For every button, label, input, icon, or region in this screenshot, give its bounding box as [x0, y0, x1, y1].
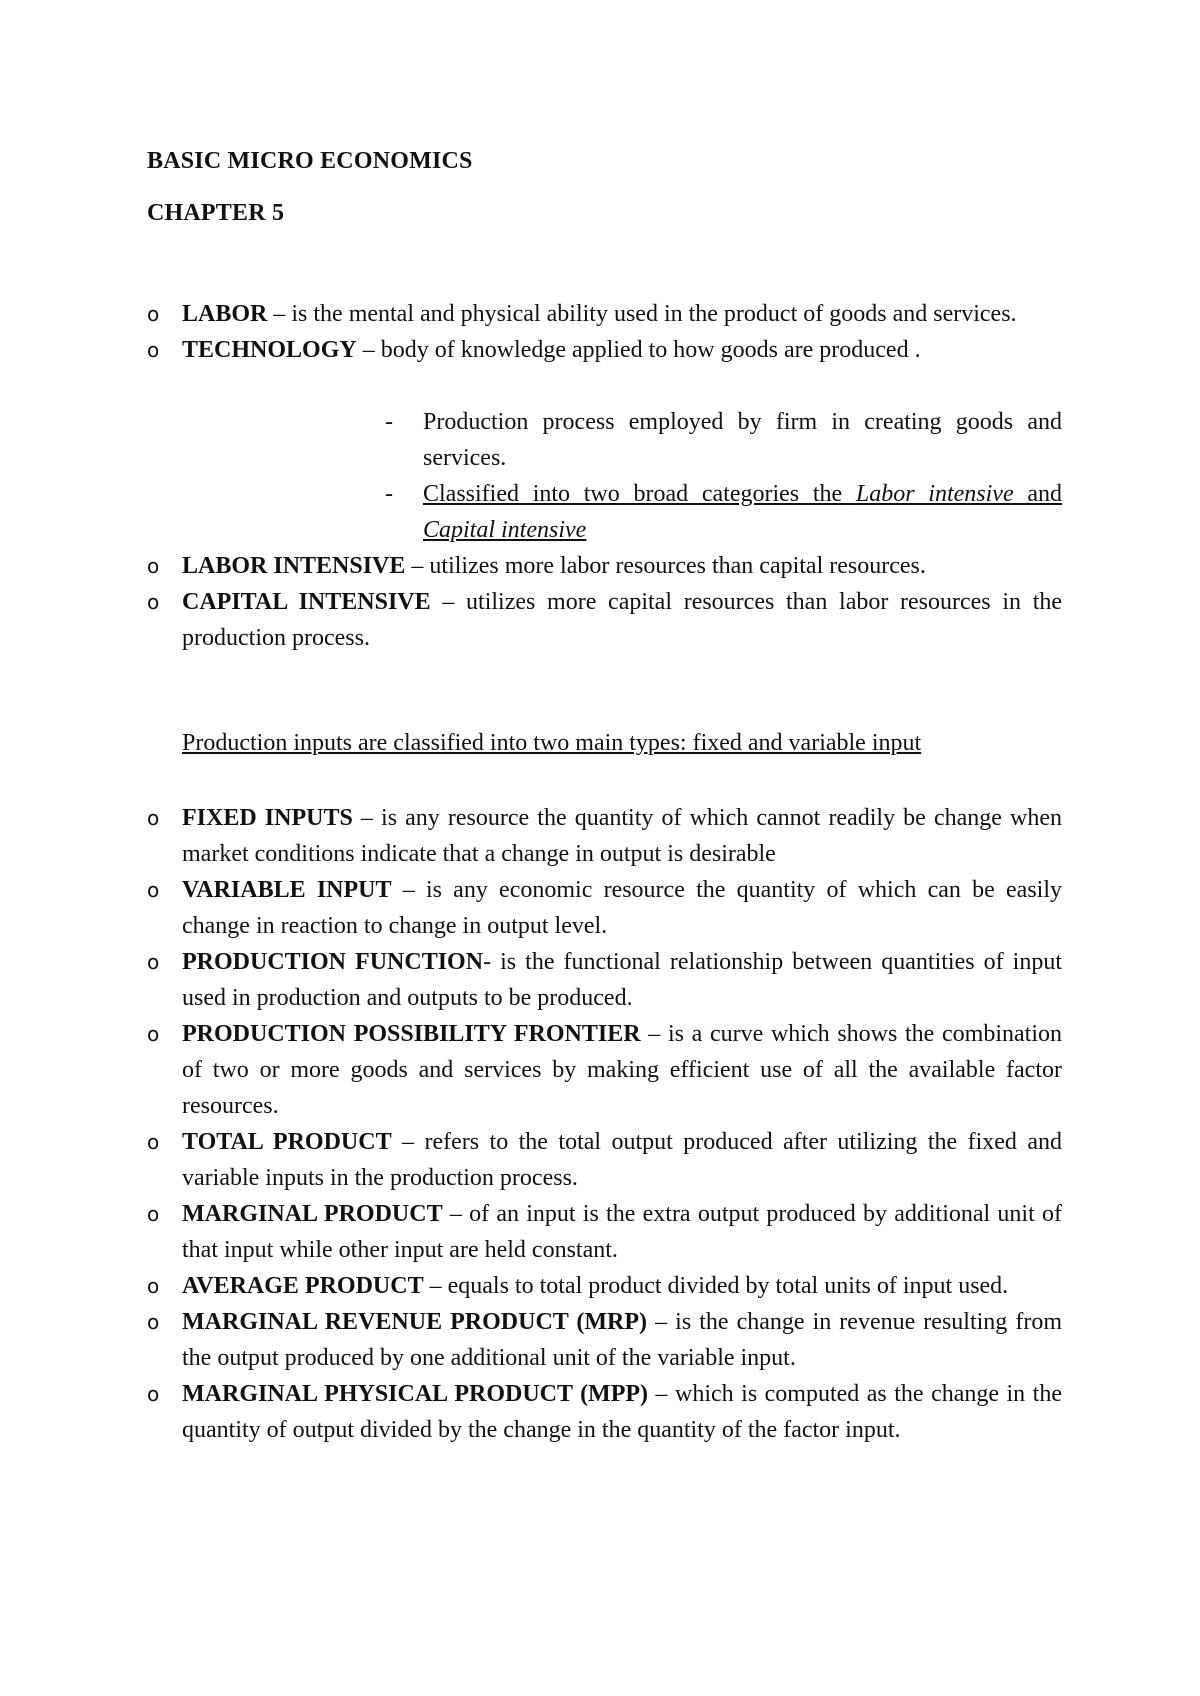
bullet-icon: o	[147, 1202, 160, 1226]
definition-term: VARIABLE INPUT	[182, 877, 392, 903]
dash-bullet-icon: -	[385, 481, 393, 507]
definition-item-production-function	[147, 944, 1062, 1016]
definition-text: – is any resource the quantity of which cannot readily be change when market conditions indicate that a change in output is desirable	[182, 805, 1062, 867]
bullet-icon: o	[147, 878, 160, 902]
bullet-icon: o	[147, 302, 160, 326]
definition-item-total-product	[147, 1124, 1062, 1196]
definition-text: – body of knowledge applied to how goods are produced .	[356, 337, 921, 363]
definition-item-marginal-product	[147, 1196, 1062, 1268]
definition-list-2	[147, 548, 1062, 656]
definition-term: TOTAL PRODUCT	[182, 1129, 392, 1155]
definition-term: MARGINAL REVENUE PRODUCT (MRP)	[182, 1309, 648, 1335]
bullet-icon: o	[147, 1022, 160, 1046]
definition-item-marginal-physical-product	[147, 1376, 1062, 1448]
sub-item-conjunction: and	[1013, 481, 1062, 507]
definition-list-3	[147, 800, 1062, 1448]
definition-item-fixed-inputs	[147, 800, 1062, 872]
definition-item-labor	[147, 296, 1062, 332]
document-title: BASIC MICRO ECONOMICS	[147, 148, 473, 174]
section-note: Production inputs are classified into two main types: fixed and variable input	[182, 730, 922, 756]
definition-text: – utilizes more capital resources than labor resources in the production process.	[182, 589, 1063, 651]
definition-text: – equals to total product divided by total units of input used.	[423, 1273, 1009, 1299]
definition-item-marginal-revenue-product	[147, 1304, 1062, 1376]
bullet-icon: o	[147, 554, 160, 578]
chapter-heading: CHAPTER 5	[147, 200, 285, 226]
definition-item-variable-input	[147, 872, 1062, 944]
definition-term: MARGINAL PHYSICAL PRODUCT (MPP)	[182, 1381, 649, 1407]
dash-bullet-icon: -	[385, 409, 393, 435]
definition-item-labor-intensive	[147, 548, 1062, 584]
definition-term: AVERAGE PRODUCT	[182, 1273, 424, 1299]
bullet-icon: o	[147, 1382, 160, 1406]
bullet-icon: o	[147, 1274, 160, 1298]
technology-sub-list	[385, 404, 1062, 548]
definition-term: PRODUCTION FUNCTION	[182, 949, 484, 975]
definition-item-production-possibility-frontier	[147, 1016, 1062, 1124]
bullet-icon: o	[147, 806, 160, 830]
technology-sub-item-process	[385, 404, 1062, 476]
sub-item-text: Production process employed by firm in creating goods and services.	[423, 409, 1062, 471]
bullet-icon: o	[147, 950, 160, 974]
definition-item-capital-intensive	[147, 584, 1062, 656]
definition-term: LABOR	[182, 301, 268, 327]
labor-intensive-term: Labor intensive	[855, 481, 1014, 507]
definition-term: FIXED INPUTS	[182, 805, 353, 831]
bullet-icon: o	[147, 338, 160, 362]
definition-text: – of an input is the extra output produced by additional unit of that input while other input are held constant.	[182, 1201, 1062, 1263]
bullet-icon: o	[147, 590, 160, 614]
sub-item-text: Classified into two broad categories the	[423, 481, 856, 507]
definition-term: TECHNOLOGY	[182, 337, 357, 363]
definition-item-average-product	[147, 1268, 1062, 1304]
definition-text: – is any economic resource the quantity of which can be easily change in reaction to change in output level.	[182, 877, 1062, 939]
definition-text: - is the functional relationship between quantities of input used in production and outputs to be produced.	[182, 949, 1062, 1011]
definition-text: – which is computed as the change in the quantity of output divided by the change in the quantity of the factor input.	[182, 1381, 1062, 1443]
definition-text: – is the change in revenue resulting from the output produced by one additional unit of the variable input.	[182, 1309, 1062, 1371]
definition-text: – refers to the total output produced after utilizing the fixed and variable inputs in the production process.	[182, 1129, 1062, 1191]
definition-text: – is a curve which shows the combination of two or more goods and services by making efficient use of all the available factor resources.	[182, 1021, 1062, 1119]
definition-item-technology	[147, 332, 1062, 368]
bullet-icon: o	[147, 1310, 160, 1334]
technology-sub-item-classified	[385, 476, 1062, 548]
capital-intensive-term: Capital intensive	[423, 517, 587, 543]
bullet-icon: o	[147, 1130, 160, 1154]
definition-term: LABOR INTENSIVE	[182, 553, 406, 579]
definition-term: MARGINAL PRODUCT	[182, 1201, 443, 1227]
definition-term: PRODUCTION POSSIBILITY FRONTIER	[182, 1021, 641, 1047]
definition-text: – utilizes more labor resources than capital resources.	[405, 553, 926, 579]
definition-term: CAPITAL INTENSIVE	[182, 589, 431, 615]
definition-list-1	[147, 296, 1062, 368]
definition-text: – is the mental and physical ability used in the product of goods and services.	[267, 301, 1017, 327]
